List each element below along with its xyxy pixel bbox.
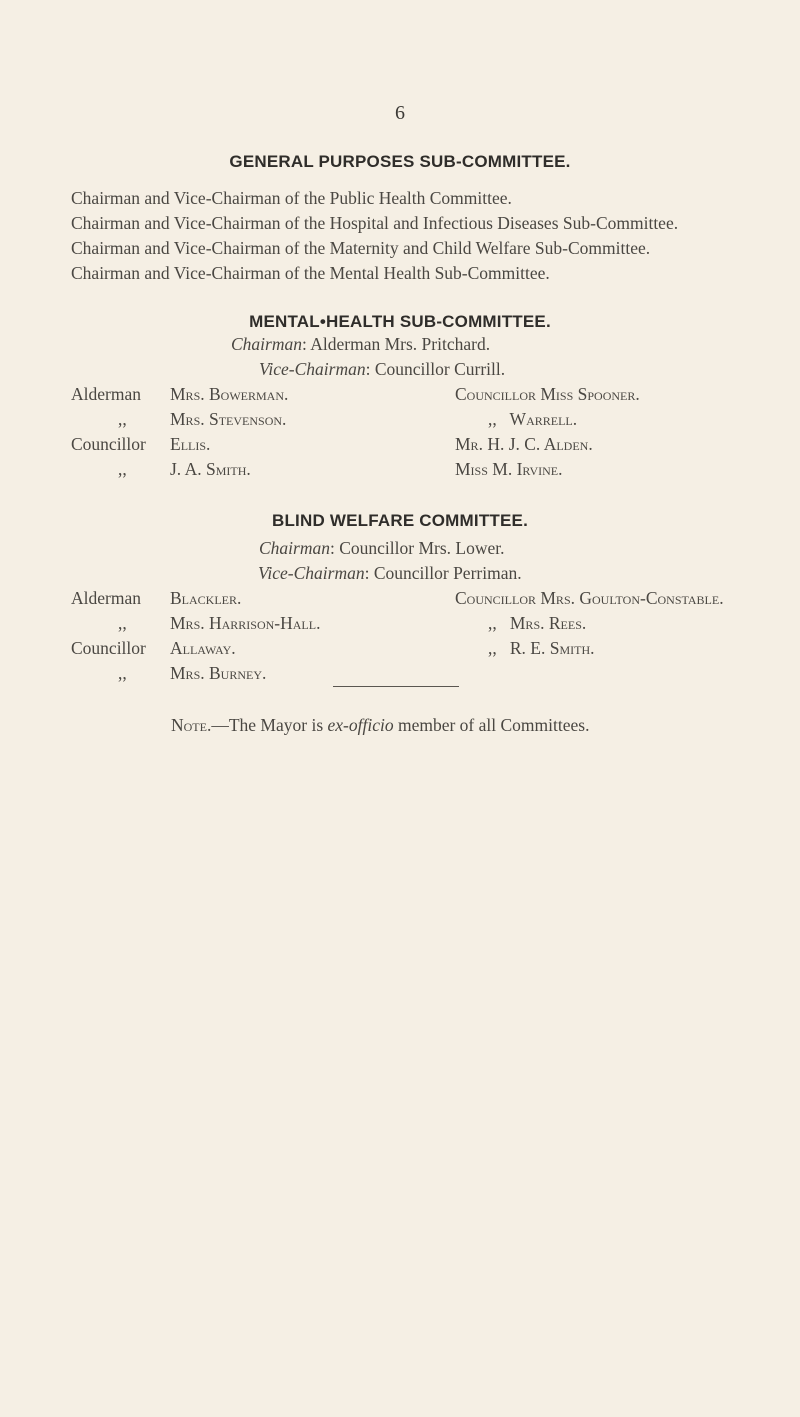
note-emphasis: ex-officio — [327, 715, 394, 735]
blind-welfare-member-name: Mrs. Harrison-Hall. — [170, 613, 321, 633]
blind-welfare-heading: BLIND WELFARE COMMITTEE. — [271, 511, 528, 530]
blind-welfare-member-right: Councillor Mrs. Goulton-Constable. — [455, 588, 724, 608]
chairman-label: Chairman — [259, 538, 330, 558]
mental-health-member-title: Councillor — [71, 434, 146, 454]
mental-health-heading: MENTAL•HEALTH SUB-COMMITTEE. — [249, 312, 551, 331]
blind-welfare-member-name: Allaway. — [170, 638, 236, 658]
blind-welfare-member-title: Alderman — [71, 588, 141, 608]
vice-chairman-label: Vice-Chairman — [259, 359, 366, 379]
general-purposes-heading: GENERAL PURPOSES SUB-COMMITTEE. — [229, 152, 571, 171]
ditto-mark: ,, — [118, 409, 127, 429]
general-purposes-line: Chairman and Vice-Chairman of the Maternity and Child Welfare Sub-Committee. — [71, 238, 651, 258]
mental-health-member-right: Councillor Miss Spooner. — [455, 384, 640, 404]
vice-chairman-value: : Councillor Currill. — [365, 359, 506, 379]
general-purposes-line: Chairman and Vice-Chairman of the Mental Health Sub-Committee. — [71, 263, 550, 283]
ditto-mark: ,, — [118, 459, 127, 479]
page-number: 6 — [395, 102, 405, 124]
blind-welfare-vice-chairman — [258, 562, 522, 584]
divider-rule — [333, 686, 459, 687]
blind-welfare-member-name: Mrs. Burney. — [170, 663, 267, 683]
note-label: Note. — [171, 715, 212, 735]
blind-welfare-member-right: ,, R. E. Smith. — [488, 638, 595, 658]
general-purposes-line: Chairman and Vice-Chairman of the Public Health Committee. — [71, 188, 512, 208]
mental-health-member-name: Mrs. Stevenson. — [170, 409, 287, 429]
mental-health-member-right: Mr. H. J. C. Alden. — [455, 434, 593, 454]
note-text-before: —The Mayor is — [211, 715, 328, 735]
mental-health-member-name: J. A. Smith. — [170, 459, 251, 479]
vice-chairman-label: Vice-Chairman — [258, 563, 365, 583]
mental-health-member-title: Alderman — [71, 384, 141, 404]
blind-welfare-member-name: Blackler. — [170, 588, 242, 608]
mental-health-member-name: Mrs. Bowerman. — [170, 384, 289, 404]
ditto-mark: ,, — [118, 663, 127, 683]
mental-health-member-name: Ellis. — [170, 434, 211, 454]
chairman-value: : Councillor Mrs. Lower. — [329, 538, 505, 558]
blind-welfare-member-title: Councillor — [71, 638, 146, 658]
ditto-mark: ,, — [118, 613, 127, 633]
mental-health-member-right: Miss M. Irvine. — [455, 459, 563, 479]
note-text-after: member of all Committees. — [393, 715, 590, 735]
mental-health-chairman — [231, 333, 490, 355]
note — [171, 714, 589, 736]
blind-welfare-member-right: ,, Mrs. Rees. — [488, 613, 587, 633]
general-purposes-line: Chairman and Vice-Chairman of the Hospital and Infectious Diseases Sub-Committee. — [71, 213, 679, 233]
mental-health-member-right: ,, Warrell. — [488, 409, 578, 429]
vice-chairman-value: : Councillor Perriman. — [364, 563, 522, 583]
blind-welfare-chairman — [259, 537, 504, 559]
chairman-value: : Alderman Mrs. Pritchard. — [301, 334, 491, 354]
mental-health-vice-chairman — [259, 358, 505, 380]
chairman-label: Chairman — [231, 334, 302, 354]
